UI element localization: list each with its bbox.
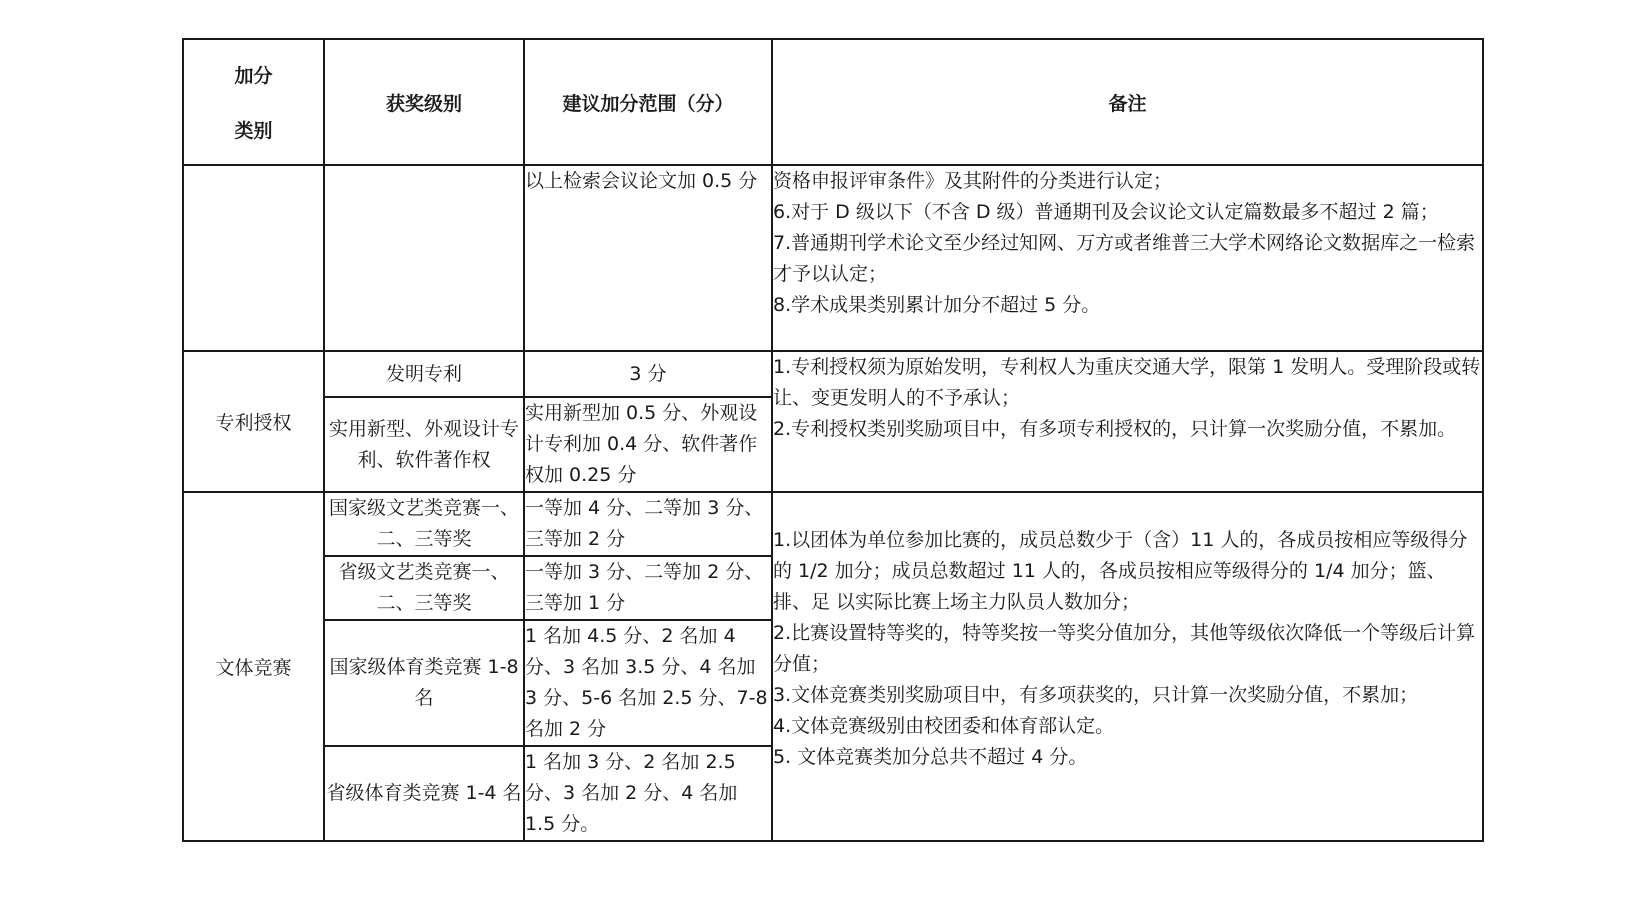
note-line: 资格申报评审条件》及其附件的分类进行认定； xyxy=(773,170,1173,192)
arts-level-provincial: 省级文艺类竞赛一、二、三等奖 xyxy=(324,556,524,620)
patent-range-invention: 3 分 xyxy=(524,351,772,397)
header-category-line1: 加分 xyxy=(234,65,273,87)
header-level: 获奖级别 xyxy=(324,39,524,165)
note-line: 7.普通期刊学术论文至少经过知网、万方或者维普三大学术网络论文数据库之一检索才予以认定； xyxy=(773,232,1476,285)
note-line: 8.学术成果类别累计加分不超过 5 分。 xyxy=(773,294,1101,316)
continuation-notes xyxy=(772,165,1483,351)
note-line: 4.文体竞赛级别由校团委和体育部认定。 xyxy=(773,715,1115,737)
arts-sports-notes xyxy=(772,492,1483,841)
patent-range-utility: 实用新型加 0.5 分、外观设计专利加 0.4 分、软件著作权加 0.25 分 xyxy=(524,397,772,492)
sports-level-provincial: 省级体育类竞赛 1-4 名 xyxy=(324,746,524,841)
header-notes: 备注 xyxy=(772,39,1483,165)
sports-range-national: 1 名加 4.5 分、2 名加 4 分、3 名加 3.5 分、4 名加 3 分、5-6 名加 2.5 分、7-8 名加 2 分 xyxy=(524,620,772,746)
continuation-range: 以上检索会议论文加 0.5 分 xyxy=(524,165,772,351)
table-row-arts-national xyxy=(183,492,1483,556)
arts-level-national: 国家级文艺类竞赛一、二、三等奖 xyxy=(324,492,524,556)
patent-level-utility: 实用新型、外观设计专利、软件著作权 xyxy=(324,397,524,492)
note-line: 2.专利授权类别奖励项目中，有多项专利授权的，只计算一次奖励分值，不累加。 xyxy=(773,418,1457,440)
continuation-category xyxy=(183,165,324,351)
scoring-table xyxy=(182,38,1484,842)
arts-range-national: 一等加 4 分、二等加 3 分、三等加 2 分 xyxy=(524,492,772,556)
patent-notes xyxy=(772,351,1483,492)
header-range: 建议加分范围（分） xyxy=(524,39,772,165)
category-patent: 专利授权 xyxy=(183,351,324,492)
header-row xyxy=(183,39,1483,165)
patent-level-invention: 发明专利 xyxy=(324,351,524,397)
note-line: 3.文体竞赛类别奖励项目中，有多项获奖的，只计算一次奖励分值，不累加； xyxy=(773,684,1419,706)
continuation-level xyxy=(324,165,524,351)
note-line: 5. 文体竞赛类加分总共不超过 4 分。 xyxy=(773,746,1088,768)
header-category xyxy=(183,39,324,165)
arts-range-provincial: 一等加 3 分、二等加 2 分、三等加 1 分 xyxy=(524,556,772,620)
note-line: 2.比赛设置特等奖的，特等奖按一等奖分值加分，其他等级依次降低一个等级后计算分值； xyxy=(773,622,1476,675)
table-row-continuation xyxy=(183,165,1483,351)
sports-level-national: 国家级体育类竞赛 1-8 名 xyxy=(324,620,524,746)
table-row-patent-invention xyxy=(183,351,1483,397)
note-line: 6.对于 D 级以下（不含 D 级）普通期刊及会议论文认定篇数最多不超过 2 篇； xyxy=(773,201,1439,223)
note-line: 1.以团体为单位参加比赛的，成员总数少于（含）11 人的，各成员按相应等级得分的 1/2 加分；成员总数超过 11 人的，各成员按相应等级得分的 1/4 加分；篮、排、足 以实际比赛上场主力队员人数加分； xyxy=(773,529,1468,613)
sports-range-provincial: 1 名加 3 分、2 名加 2.5 分、3 名加 2 分、4 名加 1.5 分。 xyxy=(524,746,772,841)
note-line: 1.专利授权须为原始发明，专利权人为重庆交通大学，限第 1 发明人。受理阶段或转让、变更发明人的不予承认； xyxy=(773,356,1481,409)
header-category-line2: 类别 xyxy=(234,120,273,142)
category-arts-sports: 文体竞赛 xyxy=(183,492,324,841)
